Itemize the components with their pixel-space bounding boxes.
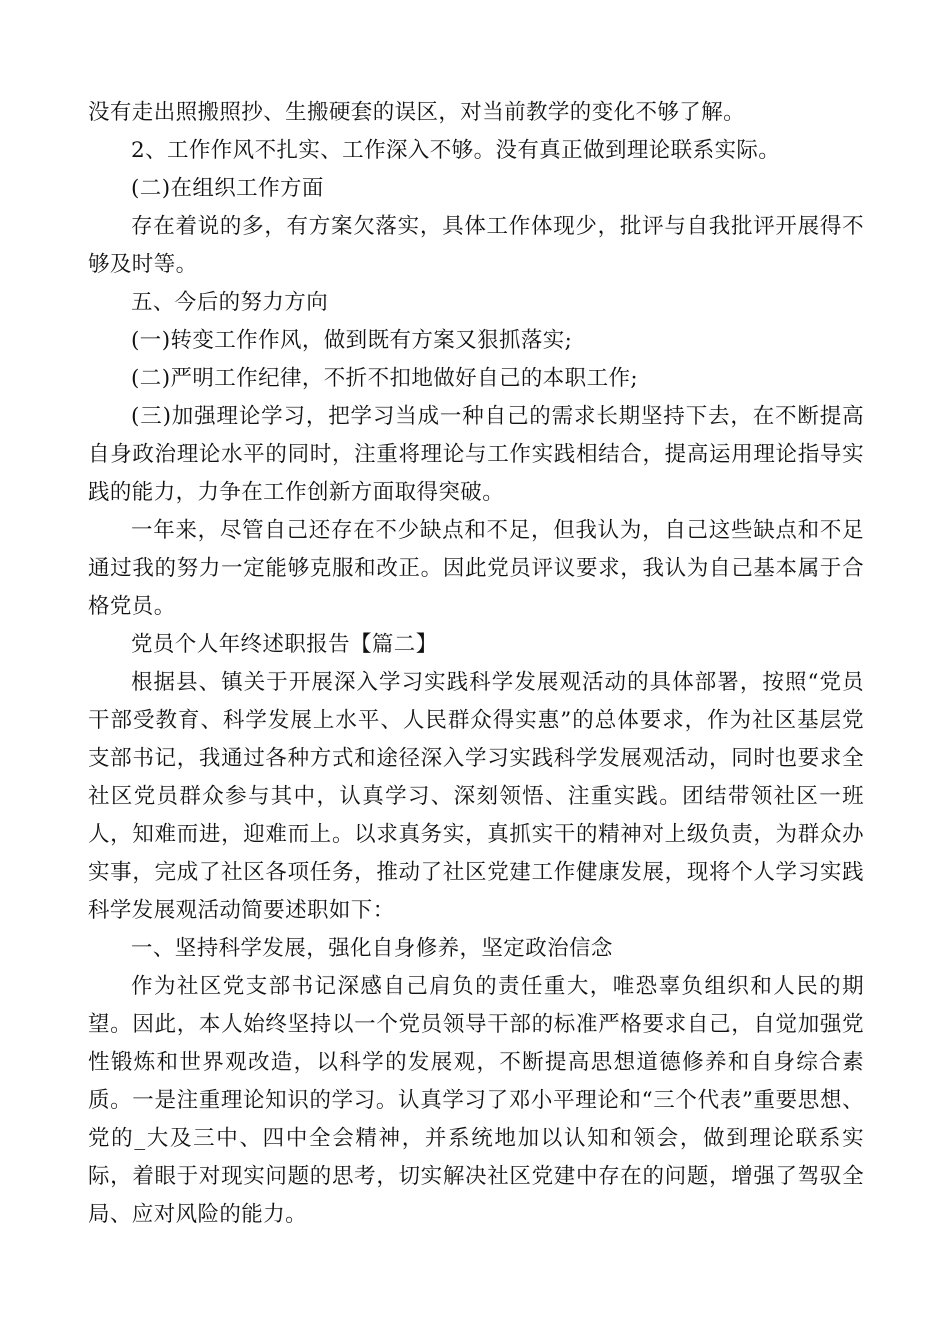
list-item-2: (二)严明工作纪律，不折不扣地做好自己的本职工作; (131, 366, 639, 391)
paragraph-problem-2: 2、工作作风不扎实、工作深入不够。没有真正做到理论联系实际。 (131, 138, 781, 163)
paragraph-year-summary: 一年来，尽管自己还存在不少缺点和不足，但我认为，自己这些缺点和不足通过我的努力一定能够克服和改正。因此党员评议要求，我认为自己基本属于合格党员。 (88, 518, 864, 619)
section-title-part-two: 党员个人年终述职报告【篇二】 (131, 632, 438, 657)
paragraph-continuation: 没有走出照搬照抄、生搬硬套的误区，对当前教学的变化不够了解。 (88, 100, 746, 125)
document-body (88, 94, 864, 1234)
paragraph-organization-issues: 存在着说的多，有方案欠落实，具体工作体现少，批评与自我批评开展得不够及时等。 (88, 214, 864, 277)
list-item-3: (三)加强理论学习，把学习当成一种自己的需求长期坚持下去，在不断提高自身政治理论水平的同时，注重将理论与工作实践相结合，提高运用理论指导实践的能力，力争在工作创新方面取得突破。 (88, 404, 864, 505)
list-item-1: (一)转变工作作风，做到既有方案又狠抓落实; (131, 328, 573, 353)
subheading-organization-work: (二)在组织工作方面 (131, 176, 324, 201)
heading-scientific-development: 一、坚持科学发展，强化自身修养，坚定政治信念 (131, 936, 613, 961)
paragraph-intro-part-two: 根据县、镇关于开展深入学习实践科学发展观活动的具体部署，按照“党员干部受教育、科学发展上水平、人民群众得实惠”的总体要求，作为社区基层党支部书记，我通过各种方式和途径深入学习实践科学发展观活动，同时也要求全社区党员群众参与其中，认真学习、深刻领悟、注重实践。团结带领社区一班人，知难而进，迎难而上。以求真务实，真抓实干的精神对上级负责，为群众办实事，完成了社区各项任务，推动了社区党建工作健康发展，现将个人学习实践科学发展观活动简要述职如下： (88, 670, 864, 923)
heading-future-direction: 五、今后的努力方向 (131, 290, 329, 315)
paragraph-self-cultivation: 作为社区党支部书记深感自己肩负的责任重大，唯恐辜负组织和人民的期望。因此，本人始终坚持以一个党员领导干部的标准严格要求自己，自觉加强党性锻炼和世界观改造，以科学的发展观，不断提高思想道德修养和自身综合素质。一是注重理论知识的学习。认真学习了邓小平理论和“三个代表”重要思想、党的_大及三中、四中全会精神，并系统地加以认知和领会，做到理论联系实际，着眼于对现实问题的思考，切实解决社区党建中存在的问题，增强了驾驭全局、应对风险的能力。 (88, 974, 864, 1227)
